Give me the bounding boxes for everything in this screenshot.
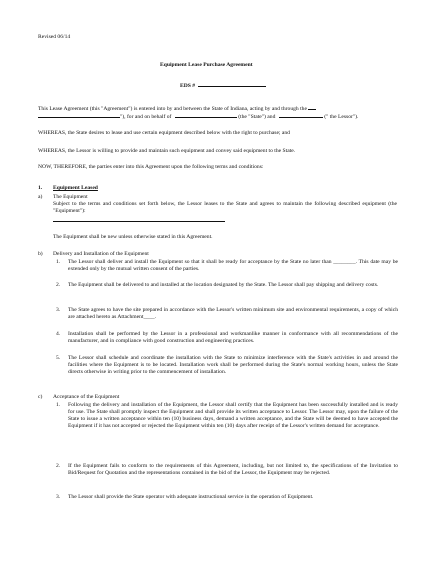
subsection-a-title: The Equipment <box>53 193 88 200</box>
lessor-name-field <box>279 112 323 118</box>
revised-date: Revised 06/14 <box>38 34 71 40</box>
now-therefore: NOW, THEREFORE, the parties enter into this Agreement upon the following terms and conditions: <box>38 164 264 170</box>
intro-line-2: "), for and on behalf of (the "State") and (" the Lessor"). <box>38 112 358 121</box>
on-behalf-field <box>175 112 237 118</box>
c-item-3-text: The Lessor shall provide the State operator with adequate instructional service in the operation of Equipment. <box>68 494 314 500</box>
document-title: Equipment Lease Purchase Agreement <box>160 62 253 68</box>
agency-field <box>38 112 120 118</box>
b-item-5-text: The Lessor shall schedule and coordinate the installation with the State to minimize interference with the State's activities in and around the facilities where the Equipment is to be located. Installation work shall be performed during the State's normal working hours, unless the State directs otherwise in writing prior to the commencement of installation. <box>68 354 398 375</box>
c-item-1-text: Following the delivery and installation of the Equipment, the Lessor shall certify that the Equipment has been successfully installed and is ready for use. The State shall promptly inspect the Equipment and shall provide its written acceptance to Lessor. The Lessor may, upon the failure of the State to issue a written acceptance within ten (10) business days, demand a written acceptance, and the State will be deemed to have accepted the Equipment if it has not accepted or rejected the Equipment within ten (10) days after receipt of the Lessor's written demand for acceptance. <box>68 401 398 429</box>
b-item-1-text: The Lessor shall deliver and install the Equipment so that it shall be ready for acceptance by the State no later than ________. This date may be extended only by the mutual written consent of the parties. <box>68 258 398 272</box>
intro-line-1: This Lease Agreement (this "Agreement") is entered into by and between the State of Indiana, acting by and through the <box>38 104 316 113</box>
eds-label: EDS # <box>180 81 266 90</box>
eds-number-field <box>198 81 266 87</box>
section-1-heading: Equipment Leased <box>53 185 98 191</box>
b-item-1-number: 1. <box>56 258 61 265</box>
c-item-1-number: 1. <box>56 401 61 408</box>
subsection-c-title: Acceptance of the Equipment <box>53 394 120 400</box>
section-1-number: 1. <box>38 185 43 191</box>
equipment-description-text: Subject to the terms and conditions set forth below, the Lessor leases to the State and agrees to maintain the following described equipment (the "Equipment"): <box>53 201 397 215</box>
b-item-4-number: 4. <box>56 330 61 337</box>
subsection-b-title: Delivery and Installation of the Equipment <box>53 251 149 257</box>
equipment-field-line <box>53 221 225 222</box>
b-item-3-text: The State agrees to have the site prepared in accordance with the Lessor's written minimum site and environmental requirements, a copy of which are attached hereto as Attachment____. <box>68 306 398 320</box>
subsection-a-label: a) <box>38 193 43 200</box>
whereas-1: WHEREAS, the State desires to lease and use certain equipment described below with the right to purchase; and <box>38 130 290 136</box>
c-item-3-number: 3. <box>56 494 61 500</box>
b-item-5-number: 5. <box>56 354 61 361</box>
b-item-3-number: 3. <box>56 306 61 313</box>
c-item-2-text: If the Equipment fails to conform to the requirements of this Agreement, including, but not limited to, the specifications of the Invitation to Bid/Request for Quotation and the representations contained in the bid of the Lessor, the Equipment may be rejected. <box>68 463 398 477</box>
b-item-2-text: The Equipment shall be delivered to and installed at the location designated by the State. The Lessor shall pay shipping and delivery costs. <box>68 282 379 288</box>
subsection-c-label: c) <box>38 394 43 400</box>
b-item-4-text: Installation shall be performed by the Lessor in a professional and workmanlike manner in conformance with all recommendations of the manufacturer, and in compliance with good construction and engineering practices. <box>68 330 398 344</box>
c-item-2-number: 2. <box>56 463 61 469</box>
whereas-2: WHEREAS, the Lessor is willing to provide and maintain such equipment and convey said equipment to the State. <box>38 147 296 154</box>
subsection-b-label: b) <box>38 251 43 257</box>
b-item-2-number: 2. <box>56 282 61 288</box>
equipment-new-text: The Equipment shall be new unless otherwise stated in this Agreement. <box>53 234 213 240</box>
